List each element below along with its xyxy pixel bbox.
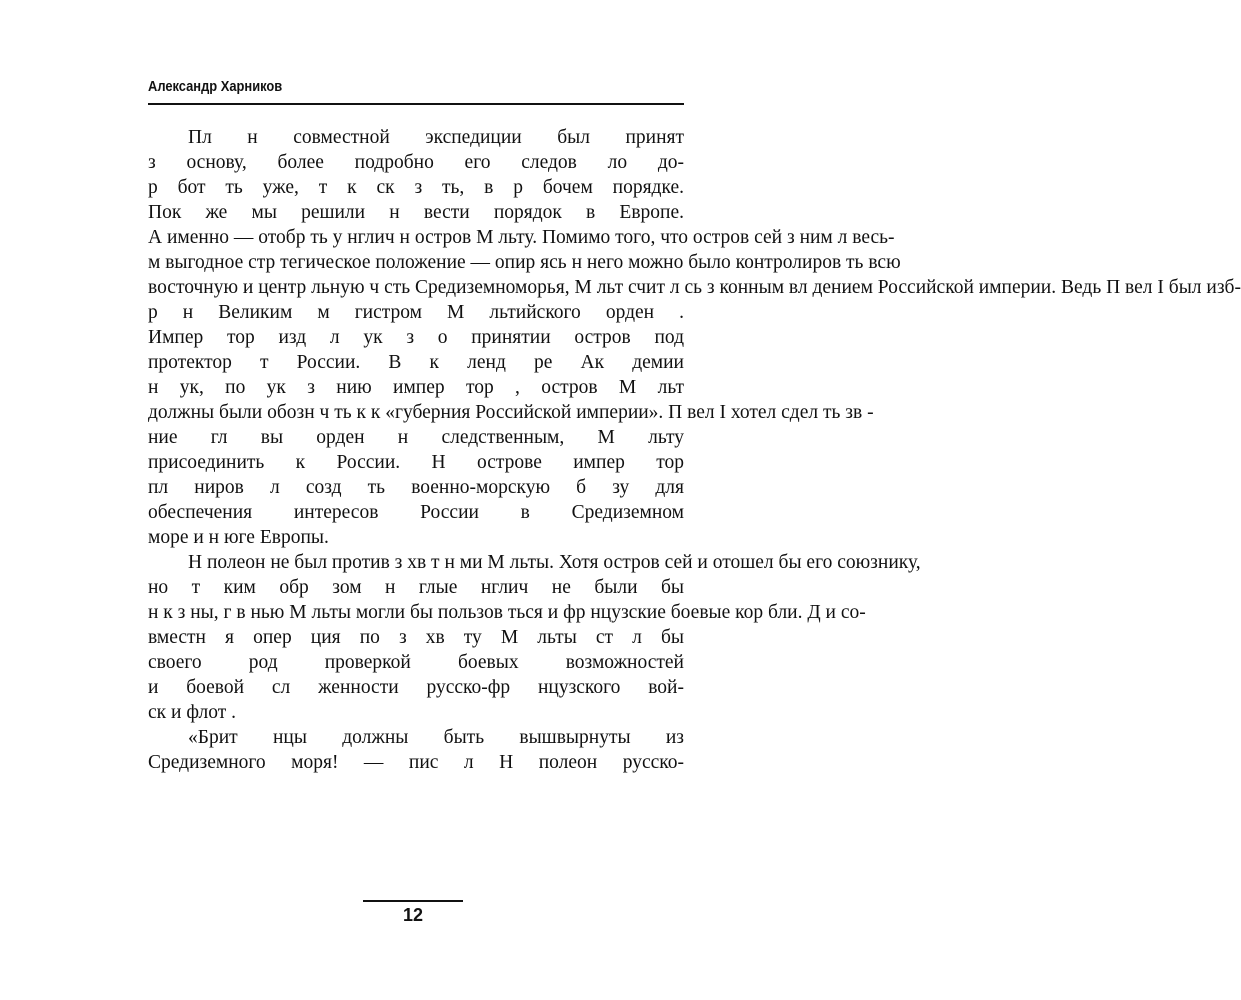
text-line: и боевой сл женности русско-фр нцузского вой-: [148, 677, 684, 698]
text-line: пл ниров л созд ть военно-морскую б зу для: [148, 477, 684, 498]
text-line: А именно — отобр ть у нглич н остров М льту. Помимо того, что остров сей з ним л весь-: [148, 227, 895, 248]
text-line: протектор т России. В к ленд ре Ак демии: [148, 352, 684, 373]
body-text: [148, 125, 1241, 775]
text-line: з основу, более подробно его следов ло до-: [148, 152, 684, 173]
footer-rule: [363, 900, 463, 902]
text-line: море и н юге Европы.: [148, 527, 329, 548]
text-line: н ук, по ук з нию импер тор , остров М льт: [148, 377, 684, 398]
text-line: присоединить к России. Н острове импер тор: [148, 452, 684, 473]
running-head-author: Александр Харников: [148, 78, 283, 95]
text-line: Пл н совместной экспедиции был принят: [188, 127, 684, 148]
text-line: «Брит нцы должны быть вышвырнуты из: [188, 727, 684, 748]
text-line: Импер тор изд л ук з о принятии остров под: [148, 327, 684, 348]
text-line: обеспечения интересов России в Средиземном: [148, 502, 684, 523]
text-line: р бот ть уже, т к ск з ть, в р бочем порядке.: [148, 177, 684, 198]
text-line: но т ким обр зом н глые нглич не были бы: [148, 577, 684, 598]
text-line: вместн я опер ция по з хв ту М льты ст л бы: [148, 627, 684, 648]
text-line: Средиземного моря! — пис л Н полеон русско-: [148, 752, 684, 773]
header-rule: [148, 103, 684, 105]
text-line: ние гл вы орден н следственным, М льту: [148, 427, 684, 448]
text-line: своего род проверкой боевых возможностей: [148, 652, 684, 673]
text-line: р н Великим м гистром М льтийского орден .: [148, 302, 684, 323]
text-line: н к з ны, г в нью М льты могли бы пользов ться и фр нцузские боевые кор бли. Д и со-: [148, 602, 866, 623]
text-line: м выгодное стр тегическое положение — опир ясь н него можно было контролиров ть всю: [148, 252, 901, 273]
text-line: Н полеон не был против з хв т н ми М льты. Хотя остров сей и отошел бы его союзнику,: [188, 552, 921, 573]
text-line: Пок же мы решили н вести порядок в Европе.: [148, 202, 684, 223]
text-line: восточную и центр льную ч сть Средиземноморья, М льт счит л сь з конным вл дением Российской империи. Ведь П вел I был изб-: [148, 277, 1241, 298]
text-line: ск и флот .: [148, 702, 236, 723]
text-line: должны были обозн ч ть к к «губерния Российской империи». П вел I хотел сдел ть зв -: [148, 402, 874, 423]
page-number: 12: [402, 905, 424, 925]
